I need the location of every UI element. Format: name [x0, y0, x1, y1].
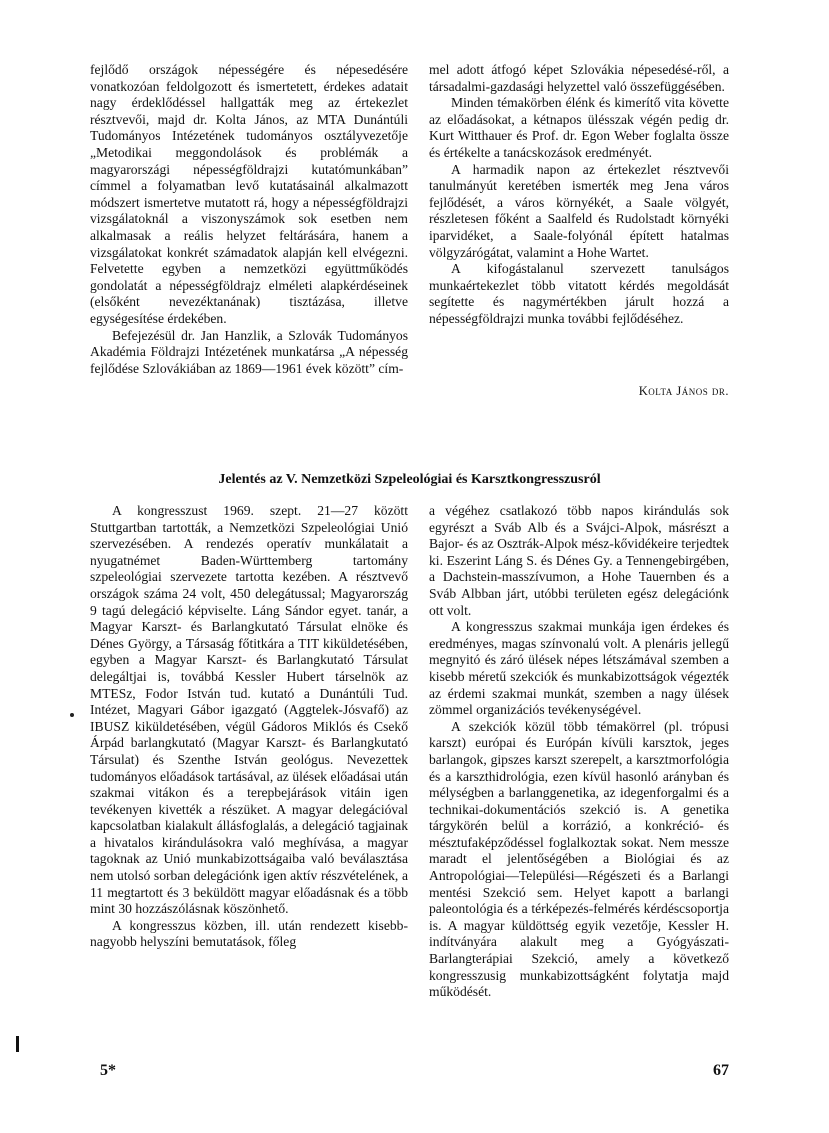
top-article-column-1 — [90, 62, 408, 377]
paragraph: a végéhez csatlakozó több napos kirándulás sok egyrészt a Sváb Alb és a Svájci-Alpok, másrészt a Bajor- és az Osztrák-Alpok mész-kővidékeire terjedtek ki. Eszerint Láng S. és Dénes Gy. a Tennengebirgében, a Dachstein-masszívumon, a Hohe Tauernben és a Sváb Albban járt, utóbbi területen egész delegációnk ott volt. — [429, 503, 729, 618]
paragraph: Befejezésül dr. Jan Hanzlik, a Szlovák Tudományos Akadémia Földrajzi Intézetének munkatársa „A népesség fejlődése Szlovákiában az 1869—1961 évek között” cím- — [90, 327, 408, 376]
margin-dot — [70, 713, 74, 717]
author-signature: Kolta János dr. — [638, 384, 729, 398]
paragraph: fejlődő országok népességére és népesedésére vonatkozóan feldolgozott és ismertetett, érdekes adatait nagy érdeklődéssel hallgatták meg az értekezlet résztvevői, majd dr. Kolta János, az MTA Dunántúli Tudományos Intézetének tudományos osztályvezetője „Metodikai meggondolások és problémák a magyarországi népességföldrajzi kutatómunkában” címmel a folyamatban levő kutatásainál alkalmazott módszert ismertetve mutatott rá, hogy a népességföldrajzi vizsgálatoknál a viszonyszámok sok esetben nem alkalmasak a reális helyzet feltárására, hanem a vizsgálatokat konkrét számadatok alapján kell elvégezni. Felvetette egyben a nemzetközi együttműködés gondolatát a népességföldrajz elméleti alapkérdéseinek (elsőként nevezéktanának) tisztázása, illetve egységesítése érdekében. — [90, 62, 408, 326]
margin-mark — [16, 1036, 19, 1052]
signature-mark: 5* — [100, 1062, 116, 1079]
page-number: 67 — [713, 1062, 729, 1079]
paragraph: A szekciók közül több témakörrel (pl. trópusi karszt) európai és Európán kívüli karsztok, jeges barlangok, gipszes karszt szerepelt, a karsztmorfológia és a karszthidrológia, ezen kívül hasonló arányban és mélységben a barlanggenetika, az idegenforgalmi és a technikai-dokumentációs szekció is. A genetika tárgykörén belül a korrázió, a konkréció- és mésztufaképződéssel foglalkoztak sokat. Nem messze maradt el jelentőségében a Biológiai és az Antropológiai—Települési—Régészeti és a Barlangi mentési Szekció sem. Helyet kapott a barlangi paleontológia és a térképezés-felmérés kérdéscsoportja is. A magyar küldöttség egyik vezetője, Kessler H. indítványára alakult meg a Gyógyászati-Barlangterápiai Szekció, amely a következő kongresszusig munkabizottságként folytatja majd működését. — [429, 718, 729, 1000]
paragraph: A kongresszus közben, ill. után rendezett kisebb-nagyobb helyszíni bemutatások, főleg — [90, 917, 408, 950]
top-article-column-2 — [429, 62, 729, 328]
paragraph: A kongresszus szakmai munkája igen érdekes és eredményes, magas színvonalú volt. A plenáris jellegű megnyitó és záró ülések népes létszámával szemben a kisebb méretű szekciók és munkabizottságok végezték az érdemi szakmai munkát, szemben a nagy ülések zömmel organizációs tevékenységével. — [429, 619, 729, 718]
report-column-2 — [429, 503, 729, 1001]
report-column-1 — [90, 503, 408, 951]
paragraph: A kifogástalanul szervezett tanulságos munkaértekezlet több vitatott kérdés megoldását segítette és nagymértékben járult hozzá a népességföldrajzi munka további fejlődéséhez. — [429, 261, 729, 326]
report-title: Jelentés az V. Nemzetközi Szpeleológiai és Karsztkongresszusról — [218, 472, 601, 487]
paragraph: Minden témakörben élénk és kimerítő vita követte az előadásokat, a kétnapos ülésszak végén pedig dr. Kurt Witthauer és Prof. dr. Egon Weber foglalta össze és értékelte a tanácskozások eredményét. — [429, 95, 729, 160]
paragraph: A harmadik napon az értekezlet résztvevői tanulmányút keretében ismerték meg Jena város fejlődését, a város környékét, a Saale völgyét, részletesen főként a Saalfeld és Rudolstadt környéki iparvidéket, a Saale-folyónál épített hatalmas völgyzárógátat, valamint a Hohe Wartet. — [429, 161, 729, 260]
paragraph: mel adott átfogó képet Szlovákia népesedésé-ről, a társadalmi-gazdasági helyzettel való összefüggésében. — [429, 62, 729, 94]
paragraph: A kongresszust 1969. szept. 21—27 között Stuttgartban tartották, a Nemzetközi Szpeleológiai Unió szervezésében. A rendezés operatív munkálatait a nyugatnémet Baden-Württemberg tartomány szpeleológiai szervezete tartotta kezében. A résztvevő országok száma 24 volt, 450 delegátussal; Magyarország 9 tagú delegáció képviselte. Láng Sándor egyet. tanár, a Magyar Karszt- és Barlangkutató Társulat elnöke és Dénes György, a Társaság főtitkára a TIT kiküldetésében, egyben a Magyar Karszt- és Barlangkutató Társulat delegáltjai is, továbbá Kessler Hubert társelnök az MTESz, Fodor István tud. kutató a Dunántúli Tud. Intézet, Magyari Gábor igazgató (Aggtelek-Jósvafő) az IBUSZ kiküldetésében, végül Gádoros Miklós és Csekő Árpád barlangkutató (Magyar Karszt- és Barlangkutató Társulat) és Szenthe István geológus. Nevezettek tudományos előadások tartásával, az ülések előadásai után szakmai vitákon és a terepbejárások vitáin igen tevékenyen kivették a részüket. A magyar delegációval kapcsolatban kialakult állásfoglalás, a delegáció tagjainak a hivatalos kirándulásokra való meghívása, a magyar tagoknak az Unió munkabizottságaiba való beválasztása nem utolsó sorban delegációnk igen aktív részvételének, a 11 megtartott és 3 beküldött magyar előadásnak és a több mint 30 hozzászólásnak köszönhető. — [90, 503, 408, 917]
